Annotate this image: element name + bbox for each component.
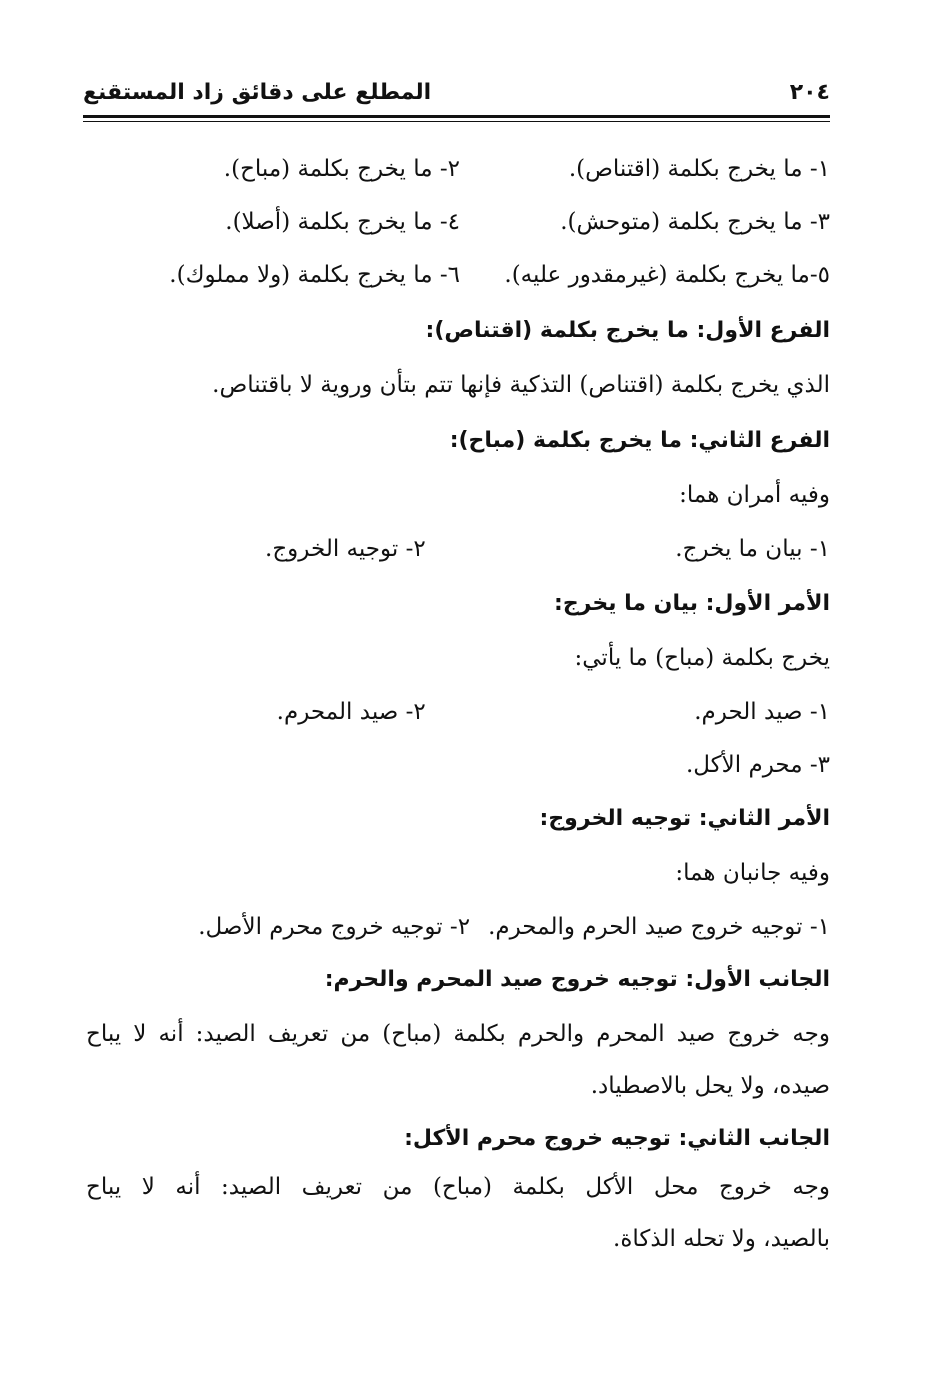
list-item: ٤- ما يخرج بكلمة (أصلا). bbox=[225, 209, 460, 235]
matter1-intro: يخرج بكلمة (مباح) ما يأتي: bbox=[574, 645, 830, 671]
matter1-heading: الأمر الأول: بيان ما يخرج: bbox=[554, 591, 830, 616]
matter1-row bbox=[60, 695, 830, 729]
list-item: ٦- ما يخرج بكلمة (ولا مملوك). bbox=[169, 262, 460, 288]
list1-row-3 bbox=[60, 258, 830, 292]
list-item: ١- توجيه خروج صيد الحرم والمحرم. bbox=[488, 914, 830, 940]
side2-line-2: بالصيد، ولا تحله الذكاة. bbox=[613, 1226, 830, 1252]
matter2-intro: وفيه جانبان هما: bbox=[675, 860, 830, 886]
list-item: ٢- صيد المحرم. bbox=[276, 699, 426, 725]
list-item: ١- بيان ما يخرج. bbox=[675, 536, 830, 562]
side1-line-1: وجه خروج صيد المحرم والحرم بكلمة (مباح) من تعريف الصيد: أنه لا يباح bbox=[86, 1021, 830, 1047]
list-item: ١- صيد الحرم. bbox=[694, 699, 830, 725]
matter2-heading: الأمر الثاني: توجيه الخروج: bbox=[539, 806, 830, 831]
list-item: ٢- ما يخرج بكلمة (مباح). bbox=[223, 156, 460, 182]
list-item: ٥-ما يخرج بكلمة (غيرمقدور عليه). bbox=[504, 262, 830, 288]
side2-heading: الجانب الثاني: توجيه خروج محرم الأكل: bbox=[404, 1126, 830, 1151]
side2-line-1: وجه خروج محل الأكل بكلمة (مباح) من تعريف الصيد: أنه لا يباح bbox=[86, 1174, 830, 1200]
branch2-row bbox=[60, 532, 830, 566]
branch1-text: الذي يخرج بكلمة (اقتناص) التذكية فإنها تتم بتأن وروية لا باقتناص. bbox=[212, 372, 830, 398]
list-item: ١- ما يخرج بكلمة (اقتناص). bbox=[568, 156, 830, 182]
header-rule-thin bbox=[83, 121, 830, 122]
book-title: المطلع على دقائق زاد المستقنع bbox=[83, 79, 432, 105]
header-rule-thick bbox=[83, 115, 830, 118]
branch1-heading: الفرع الأول: ما يخرج بكلمة (اقتناص): bbox=[425, 318, 830, 343]
matter2-row bbox=[60, 910, 830, 944]
branch2-intro: وفيه أمران هما: bbox=[679, 482, 830, 508]
list1-row-1 bbox=[60, 152, 830, 186]
list-item: ٢- توجيه الخروج. bbox=[265, 536, 426, 562]
list1-row-2 bbox=[60, 205, 830, 239]
page-header bbox=[83, 72, 830, 112]
side1-line-2: صيده، ولا يحل بالاصطياد. bbox=[590, 1073, 830, 1099]
matter1-item3: ٣- محرم الأكل. bbox=[685, 752, 830, 778]
branch2-heading: الفرع الثاني: ما يخرج بكلمة (مباح): bbox=[449, 428, 830, 453]
list-item: ٣- ما يخرج بكلمة (متوحش). bbox=[560, 209, 830, 235]
page-number: ٢٠٤ bbox=[789, 79, 830, 105]
list-item: ٢- توجيه خروج محرم الأصل. bbox=[198, 914, 471, 940]
side1-heading: الجانب الأول: توجيه خروج صيد المحرم والحرم: bbox=[324, 967, 830, 992]
